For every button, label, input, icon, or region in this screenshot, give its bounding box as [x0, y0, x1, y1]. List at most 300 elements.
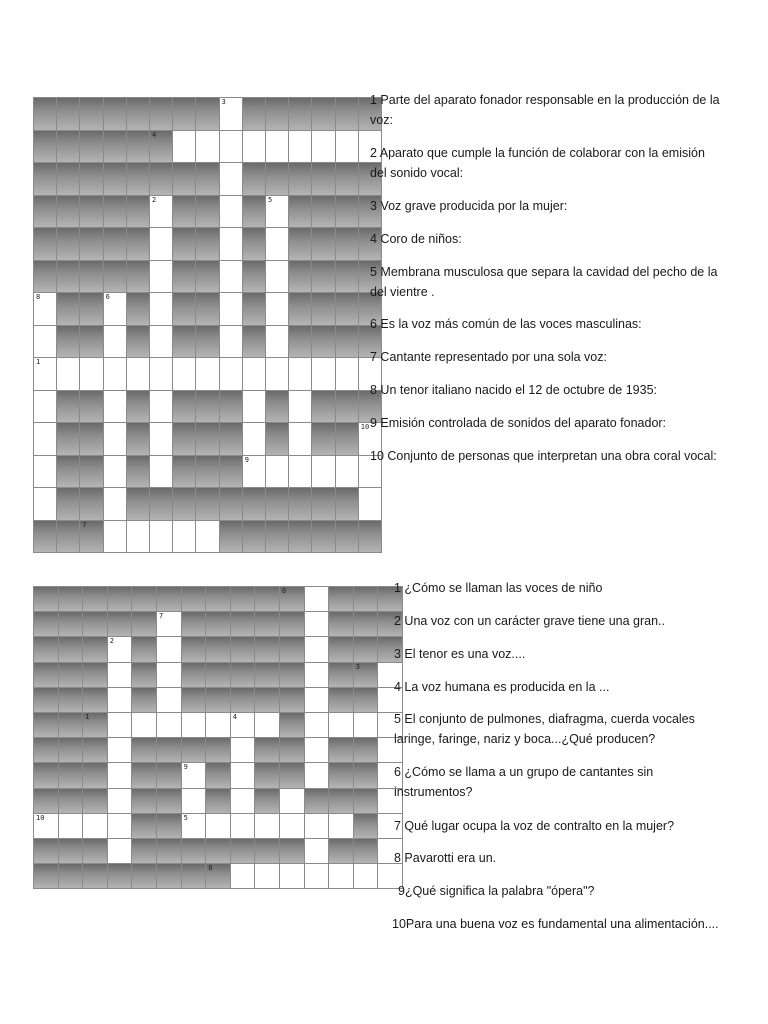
crossword-cell-input[interactable]	[149, 455, 173, 489]
crossword-cell-block	[126, 260, 150, 294]
crossword-cell-block	[33, 227, 57, 261]
crossword-cell-input[interactable]	[219, 130, 243, 164]
crossword-cell-input[interactable]	[219, 97, 243, 131]
crossword-cell-block	[79, 130, 103, 164]
clue-5: 5 Membrana musculosa que separa la cavidad del pecho de la del vientre .	[370, 265, 718, 299]
crossword-cell-block	[126, 97, 150, 131]
crossword-cell-input[interactable]	[254, 712, 280, 738]
crossword-cell-input[interactable]	[335, 130, 359, 164]
crossword-cell-block	[219, 455, 243, 489]
crossword-cell-block	[353, 687, 379, 713]
crossword-cell-input[interactable]	[149, 325, 173, 359]
crossword-cell-input[interactable]	[265, 325, 289, 359]
clue-1: 1 ¿Cómo se llaman las voces de niño	[394, 581, 603, 595]
crossword-cell-block	[265, 520, 289, 554]
crossword-cell-block	[79, 292, 103, 326]
crossword-cell-block	[131, 788, 157, 814]
crossword-cell-input[interactable]	[205, 712, 231, 738]
crossword-cell-block	[195, 97, 219, 131]
crossword-cell-block	[131, 838, 157, 864]
crossword-cell-input[interactable]	[304, 662, 330, 688]
crossword-cell-input[interactable]	[230, 813, 256, 839]
crossword-cell-block	[131, 611, 157, 637]
crossword-cell-input[interactable]	[230, 788, 256, 814]
crossword-cell-block	[126, 422, 150, 456]
crossword-cell-input[interactable]	[103, 292, 127, 326]
crossword-cell-input[interactable]	[107, 687, 133, 713]
crossword-cell-input[interactable]	[149, 390, 173, 424]
crossword-cell-block	[126, 292, 150, 326]
crossword-cell-input[interactable]	[230, 863, 256, 889]
crossword-cell-input[interactable]	[82, 813, 108, 839]
crossword-cell-input[interactable]	[304, 737, 330, 763]
crossword-cell-block	[172, 390, 196, 424]
crossword-cell-input[interactable]	[131, 712, 157, 738]
crossword-cell-input[interactable]	[304, 636, 330, 662]
crossword-cell-block	[126, 455, 150, 489]
crossword-cell-block	[279, 636, 305, 662]
crossword-cell-block	[353, 611, 379, 637]
crossword-cell-block	[353, 838, 379, 864]
crossword-cell-block	[219, 390, 243, 424]
crossword-cell-block	[242, 97, 266, 131]
crossword-cell-block	[131, 636, 157, 662]
crossword-cell-input[interactable]	[103, 422, 127, 456]
crossword-cell-input[interactable]	[279, 813, 305, 839]
clue-number: 3	[221, 98, 226, 106]
crossword-cell-block	[181, 737, 207, 763]
crossword-cell-block	[279, 611, 305, 637]
crossword-cell-block	[242, 227, 266, 261]
crossword-cell-input[interactable]	[311, 357, 335, 391]
clue-3: 3 El tenor es una voz....	[394, 647, 526, 661]
crossword-cell-input[interactable]	[304, 611, 330, 637]
crossword-cell-block	[82, 863, 108, 889]
crossword-cell-input[interactable]	[304, 838, 330, 864]
crossword-cell-block	[58, 737, 84, 763]
crossword-cell-input[interactable]	[265, 292, 289, 326]
crossword-cell-input[interactable]	[33, 357, 57, 391]
crossword-cell-input[interactable]	[242, 455, 266, 489]
crossword-cell-block	[311, 487, 335, 521]
crossword-cell-block	[328, 662, 354, 688]
crossword-cell-input[interactable]	[172, 520, 196, 554]
crossword-cell-input[interactable]	[107, 712, 133, 738]
crossword-cell-block	[335, 227, 359, 261]
crossword-cell-input[interactable]	[304, 586, 330, 612]
crossword-cell-input[interactable]	[126, 520, 150, 554]
crossword-cell-block	[265, 390, 289, 424]
crossword-cell-block	[33, 712, 59, 738]
crossword-cell-block	[288, 325, 312, 359]
crossword-cell-input[interactable]	[181, 788, 207, 814]
crossword-cell-block	[82, 838, 108, 864]
crossword-cell-input[interactable]	[288, 422, 312, 456]
crossword-cell-block	[56, 520, 80, 554]
crossword-cell-input[interactable]	[181, 813, 207, 839]
crossword-cell-input[interactable]	[353, 712, 379, 738]
crossword-cell-input[interactable]	[242, 422, 266, 456]
crossword-cell-block	[242, 292, 266, 326]
clue-8: 8 Un tenor italiano nacido el 12 de octubre de 1935:	[370, 383, 658, 397]
crossword-cell-input[interactable]	[33, 422, 57, 456]
crossword-cell-block	[103, 260, 127, 294]
crossword-cell-block	[131, 687, 157, 713]
crossword-cell-input[interactable]	[265, 357, 289, 391]
crossword-cell-block	[33, 863, 59, 889]
crossword-cell-block	[172, 487, 196, 521]
crossword-cell-input[interactable]	[149, 195, 173, 229]
crossword-cell-input[interactable]	[107, 662, 133, 688]
crossword-cell-input[interactable]	[219, 357, 243, 391]
crossword-cell-block	[33, 130, 57, 164]
crossword-cell-input[interactable]	[219, 260, 243, 294]
crossword-cell-input[interactable]	[265, 227, 289, 261]
clue-4: 4 Coro de niños:	[370, 232, 462, 246]
crossword-cell-input[interactable]	[195, 130, 219, 164]
crossword-cell-input[interactable]	[279, 788, 305, 814]
crossword-cell-block	[230, 838, 256, 864]
crossword-cell-block	[254, 737, 280, 763]
crossword-cell-input[interactable]	[288, 130, 312, 164]
crossword-cell-input[interactable]	[304, 687, 330, 713]
crossword-cell-input[interactable]	[107, 762, 133, 788]
crossword-cell-input[interactable]	[265, 260, 289, 294]
crossword-cell-input[interactable]	[33, 813, 59, 839]
crossword-cell-input[interactable]	[304, 762, 330, 788]
clue-10: 10 Conjunto de personas que interpretan una obra coral vocal:	[370, 449, 717, 463]
crossword-cell-input[interactable]	[156, 636, 182, 662]
crossword-cell-input[interactable]	[107, 636, 133, 662]
crossword-cell-block	[33, 662, 59, 688]
crossword-cell-block	[328, 762, 354, 788]
crossword-cell-input[interactable]	[149, 260, 173, 294]
crossword-cell-block	[103, 97, 127, 131]
crossword-cell-block	[311, 162, 335, 196]
crossword-cell-input[interactable]	[230, 737, 256, 763]
crossword-cell-block	[58, 687, 84, 713]
crossword-cell-block	[56, 227, 80, 261]
crossword-cell-input[interactable]	[242, 130, 266, 164]
crossword-cell-block	[156, 838, 182, 864]
crossword-cell-input[interactable]	[219, 195, 243, 229]
crossword-cell-block	[156, 586, 182, 612]
crossword-cell-block	[33, 195, 57, 229]
crossword-cell-block	[328, 737, 354, 763]
crossword-cell-input[interactable]	[230, 712, 256, 738]
crossword-cell-input[interactable]	[195, 357, 219, 391]
crossword-cell-block	[205, 863, 231, 889]
crossword-cell-input[interactable]	[304, 813, 330, 839]
crossword-cell-block	[288, 260, 312, 294]
crossword-cell-block	[288, 162, 312, 196]
crossword-cell-block	[82, 662, 108, 688]
crossword-cell-input[interactable]	[335, 455, 359, 489]
crossword-cell-input[interactable]	[107, 813, 133, 839]
crossword-cell-block	[195, 227, 219, 261]
crossword-cell-block	[126, 487, 150, 521]
crossword-cell-block	[131, 863, 157, 889]
crossword-cell-input[interactable]	[219, 227, 243, 261]
crossword-cell-input[interactable]	[219, 292, 243, 326]
crossword-cell-input[interactable]	[181, 762, 207, 788]
crossword-cell-block	[335, 487, 359, 521]
crossword-cell-input[interactable]	[288, 455, 312, 489]
crossword-cell-input[interactable]	[103, 520, 127, 554]
crossword-cell-input[interactable]	[149, 357, 173, 391]
crossword-cell-input[interactable]	[156, 712, 182, 738]
crossword-cell-block	[335, 292, 359, 326]
crossword-cell-block	[311, 97, 335, 131]
crossword-cell-block	[56, 260, 80, 294]
crossword-cell-block	[181, 586, 207, 612]
crossword-cell-block	[79, 162, 103, 196]
crossword-cell-input[interactable]	[311, 130, 335, 164]
crossword-cell-input[interactable]	[219, 162, 243, 196]
crossword-cell-block	[103, 227, 127, 261]
clue-number: 7	[159, 612, 164, 621]
crossword-cell-input[interactable]	[172, 357, 196, 391]
crossword-cell-block	[254, 586, 280, 612]
crossword-cell-input[interactable]	[219, 325, 243, 359]
crossword-cell-input[interactable]	[126, 357, 150, 391]
clue-number: 2	[109, 637, 115, 646]
crossword-cell-block	[279, 712, 305, 738]
crossword-cell-input[interactable]	[254, 813, 280, 839]
crossword-cell-block	[205, 611, 231, 637]
crossword-cell-block	[242, 195, 266, 229]
crossword-cell-block	[328, 611, 354, 637]
crossword-cell-block	[126, 390, 150, 424]
crossword-cell-input[interactable]	[156, 687, 182, 713]
crossword-cell-block	[205, 687, 231, 713]
crossword-cell-block	[56, 455, 80, 489]
crossword-cell-input[interactable]	[103, 325, 127, 359]
crossword-cell-block	[131, 662, 157, 688]
clue-number: 2	[152, 195, 157, 204]
crossword-cell-block	[56, 390, 80, 424]
crossword-cell-input[interactable]	[156, 662, 182, 688]
crossword-cell-input[interactable]	[149, 292, 173, 326]
crossword-cell-block	[265, 487, 289, 521]
clue-6: 6 Es la voz más común de las voces masculinas:	[370, 317, 642, 331]
crossword-cell-block	[230, 687, 256, 713]
crossword-grid-2	[33, 586, 402, 888]
crossword-cell-block	[79, 227, 103, 261]
crossword-cell-input[interactable]	[33, 455, 57, 489]
crossword-cell-input[interactable]	[33, 487, 57, 521]
crossword-cell-input[interactable]	[33, 292, 57, 326]
crossword-cell-block	[126, 130, 150, 164]
crossword-cell-block	[181, 687, 207, 713]
crossword-cell-input[interactable]	[149, 227, 173, 261]
crossword-cell-block	[195, 487, 219, 521]
crossword-cell-block	[172, 195, 196, 229]
clue-1: 1 Parte del aparato fonador responsable en la producción de la voz:	[370, 93, 720, 127]
clue-4: 4 La voz humana es producida en la ...	[394, 680, 610, 694]
crossword-cell-block	[33, 97, 57, 131]
clue-6: 6 ¿Cómo se llama a un grupo de cantantes sin instrumentos?	[394, 765, 654, 799]
clue-7: 7 Qué lugar ocupa la voz de contralto en la mujer?	[394, 819, 675, 833]
crossword-cell-block	[311, 292, 335, 326]
crossword-cell-block	[353, 788, 379, 814]
crossword-cell-block	[58, 788, 84, 814]
crossword-cell-input[interactable]	[56, 357, 80, 391]
crossword-cell-block	[79, 325, 103, 359]
crossword-cell-block	[195, 325, 219, 359]
crossword-cell-block	[219, 487, 243, 521]
crossword-cell-input[interactable]	[265, 455, 289, 489]
crossword-cell-block	[242, 260, 266, 294]
crossword-cell-input[interactable]	[254, 863, 280, 889]
crossword-cell-input[interactable]	[103, 487, 127, 521]
crossword-cell-block	[181, 662, 207, 688]
crossword-cell-input[interactable]	[230, 762, 256, 788]
crossword-cell-block	[311, 325, 335, 359]
crossword-cell-block	[58, 863, 84, 889]
crossword-cell-input[interactable]	[149, 520, 173, 554]
crossword-cell-input[interactable]	[335, 357, 359, 391]
crossword-cell-input[interactable]	[107, 838, 133, 864]
crossword-cell-block	[311, 422, 335, 456]
crossword-cell-block	[205, 636, 231, 662]
crossword-cell-block	[79, 97, 103, 131]
crossword-cell-block	[311, 195, 335, 229]
crossword-cell-block	[79, 520, 103, 554]
crossword-cell-block	[335, 195, 359, 229]
crossword-cell-block	[254, 788, 280, 814]
crossword-cell-block	[33, 260, 57, 294]
crossword-cell-input[interactable]	[149, 422, 173, 456]
clue-number: 3	[355, 662, 361, 671]
clue-number: 9	[244, 455, 250, 464]
clue-number: 1	[36, 358, 41, 366]
crossword-cell-block	[172, 227, 196, 261]
crossword-cell-block	[58, 838, 84, 864]
crossword-cell-input[interactable]	[288, 390, 312, 424]
crossword-cell-block	[181, 636, 207, 662]
crossword-cell-block	[230, 586, 256, 612]
crossword-cell-input[interactable]	[195, 520, 219, 554]
crossword-cell-input[interactable]	[279, 863, 305, 889]
crossword-cell-input[interactable]	[304, 863, 330, 889]
crossword-cell-block	[82, 611, 108, 637]
clue-number: 8	[36, 293, 41, 301]
crossword-cell-input[interactable]	[181, 712, 207, 738]
crossword-cell-block	[172, 292, 196, 326]
clue-number: 4	[232, 713, 238, 721]
crossword-cell-input[interactable]	[358, 487, 382, 521]
crossword-cell-block	[279, 737, 305, 763]
crossword-cell-block	[149, 487, 173, 521]
crossword-cell-block	[311, 227, 335, 261]
crossword-cell-block	[219, 520, 243, 554]
crossword-cell-block	[288, 227, 312, 261]
crossword-cell-input[interactable]	[265, 130, 289, 164]
crossword-cell-input[interactable]	[79, 357, 103, 391]
crossword-cell-block	[242, 487, 266, 521]
crossword-cell-input[interactable]	[103, 357, 127, 391]
crossword-cell-input[interactable]	[265, 195, 289, 229]
crossword-cell-block	[156, 863, 182, 889]
crossword-cell-block	[149, 162, 173, 196]
crossword-cell-block	[181, 611, 207, 637]
clue-5: 5 El conjunto de pulmones, diafragma, cuerda vocales laringe, faringe, nariz y boca...¿Qué producen?	[394, 712, 695, 746]
crossword-cell-block	[131, 586, 157, 612]
crossword-cell-input[interactable]	[205, 813, 231, 839]
crossword-cell-block	[195, 422, 219, 456]
crossword-cell-block	[353, 762, 379, 788]
crossword-cell-block	[181, 838, 207, 864]
crossword-cell-input[interactable]	[311, 455, 335, 489]
crossword-cell-input[interactable]	[172, 130, 196, 164]
crossword-cell-block	[353, 737, 379, 763]
clue-9: 9 Emisión controlada de sonidos del aparato fonador:	[370, 416, 667, 430]
crossword-cell-block	[103, 195, 127, 229]
crossword-cell-input[interactable]	[33, 390, 57, 424]
crossword-cell-block	[131, 813, 157, 839]
crossword-cell-input[interactable]	[107, 737, 133, 763]
clue-number: 1	[85, 713, 90, 721]
crossword-cell-block	[172, 97, 196, 131]
crossword-cell-block	[131, 737, 157, 763]
clue-number: 10	[36, 813, 45, 822]
crossword-cell-block	[33, 687, 59, 713]
crossword-cell-block	[195, 390, 219, 424]
crossword-cell-block	[335, 260, 359, 294]
crossword-cell-input[interactable]	[58, 813, 84, 839]
crossword-cell-block	[205, 586, 231, 612]
crossword-cell-block	[254, 662, 280, 688]
crossword-cell-block	[56, 195, 80, 229]
crossword-cell-input[interactable]	[288, 357, 312, 391]
crossword-cell-block	[82, 687, 108, 713]
crossword-cell-input[interactable]	[353, 863, 379, 889]
crossword-cell-input[interactable]	[328, 863, 354, 889]
crossword-cell-input[interactable]	[33, 325, 57, 359]
crossword-cell-block	[195, 260, 219, 294]
crossword-cell-block	[56, 325, 80, 359]
crossword-cell-input[interactable]	[156, 611, 182, 637]
crossword-cell-block	[33, 636, 59, 662]
crossword-cell-input[interactable]	[103, 455, 127, 489]
crossword-cell-block	[33, 611, 59, 637]
crossword-cell-block	[265, 162, 289, 196]
crossword-cell-input[interactable]	[242, 357, 266, 391]
crossword-cell-input[interactable]	[304, 712, 330, 738]
crossword-cell-block	[205, 737, 231, 763]
crossword-cell-input[interactable]	[107, 788, 133, 814]
crossword-cell-block	[254, 687, 280, 713]
crossword-grid-1	[33, 97, 381, 552]
crossword-cell-input[interactable]	[242, 390, 266, 424]
clue-2: 2 Una voz con un carácter grave tiene una gran..	[394, 614, 665, 628]
crossword-cell-input[interactable]	[328, 712, 354, 738]
crossword-cell-block	[79, 455, 103, 489]
crossword-cell-block	[82, 788, 108, 814]
crossword-cell-block	[82, 737, 108, 763]
crossword-cell-input[interactable]	[103, 390, 127, 424]
crossword-cell-block	[311, 390, 335, 424]
crossword-cell-block	[82, 586, 108, 612]
crossword-cell-block	[205, 662, 231, 688]
crossword-cell-block	[242, 162, 266, 196]
crossword-cell-block	[335, 390, 359, 424]
crossword-cell-block	[195, 455, 219, 489]
crossword-cell-block	[126, 227, 150, 261]
crossword-cell-block	[288, 97, 312, 131]
crossword-cell-input[interactable]	[328, 813, 354, 839]
